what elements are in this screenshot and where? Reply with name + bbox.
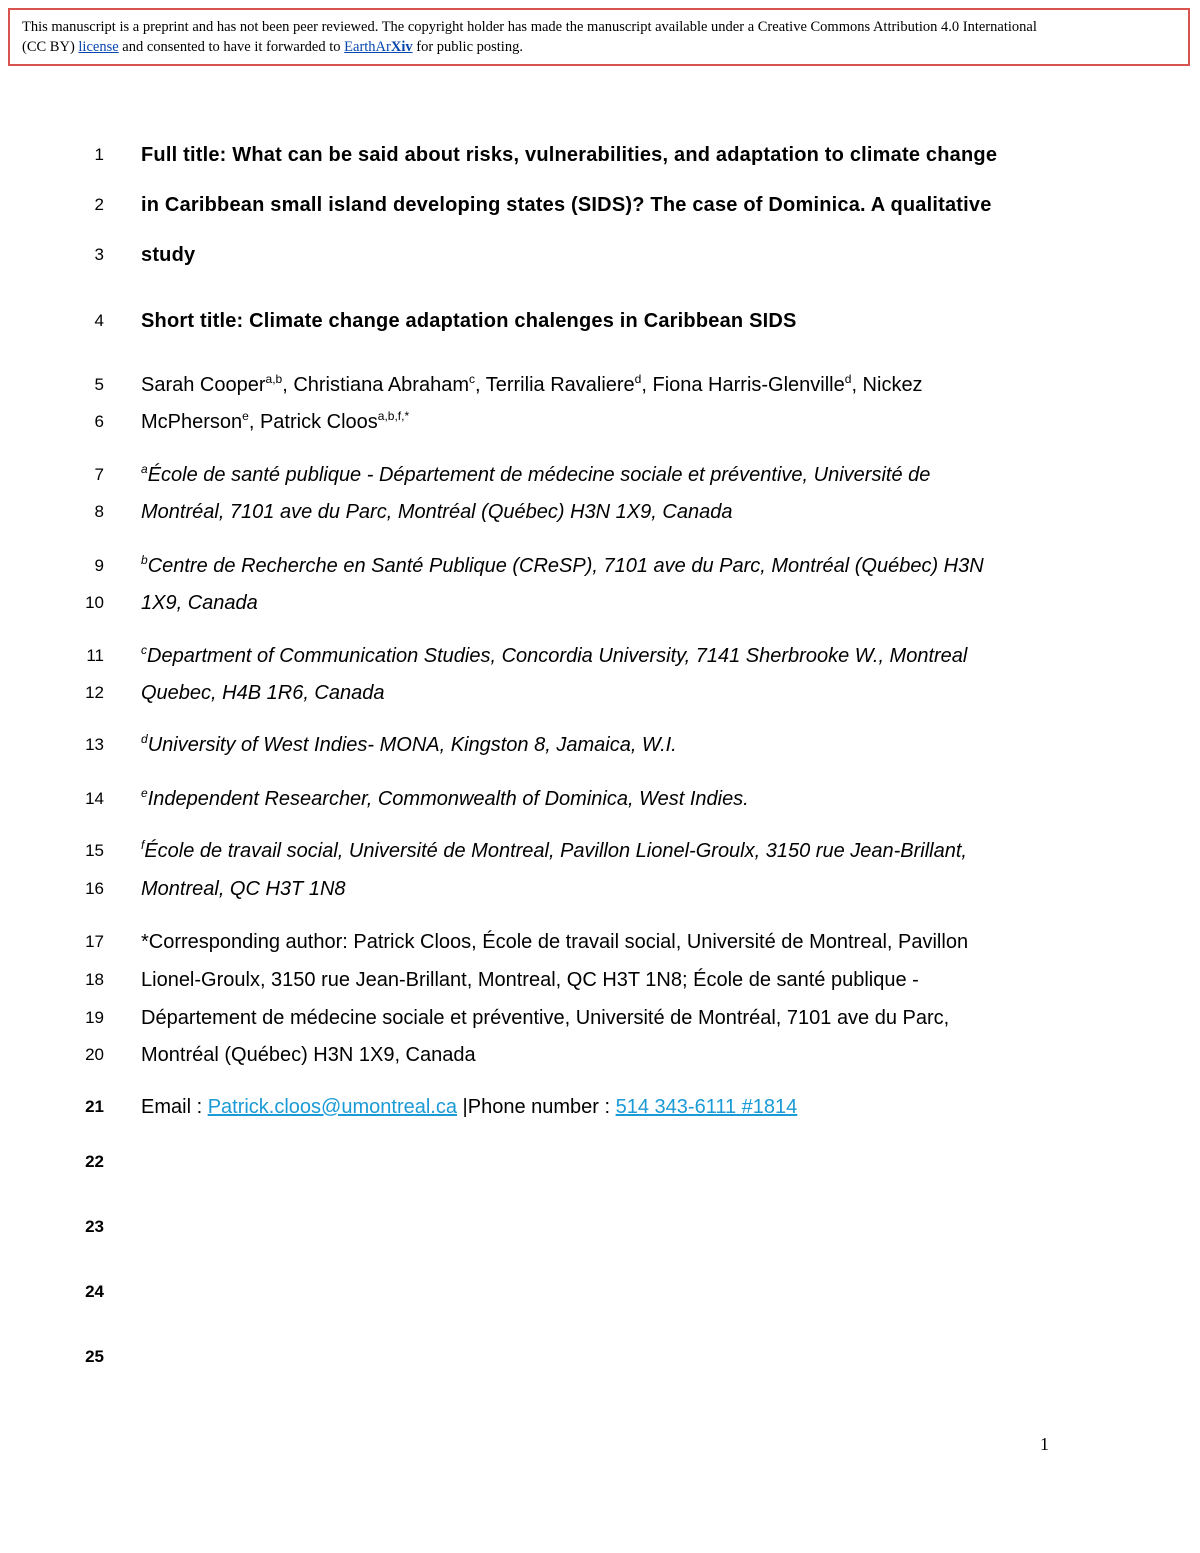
phone-link[interactable]: 514 343-6111 #1814	[615, 1096, 798, 1118]
short-title: Short title: Climate change adaptation chalenges in Caribbean SIDS	[141, 310, 797, 332]
email-link[interactable]: Patrick.cloos@umontreal.ca	[207, 1096, 457, 1118]
correspondence-line-1: *Corresponding author: Patrick Cloos, École de travail social, Université de Montreal, Pavillon	[141, 931, 969, 953]
line-number: 15	[85, 841, 104, 860]
author-list-line-1: Sarah Cooper$^{a,b}$, Christiana Abraham$^c$, Terrilia Ravaliere$^d$, Fiona Harris-Glenville$^d$, Nickez	[141, 372, 923, 396]
line-number: 23	[85, 1217, 104, 1236]
page-number: 1	[1040, 1434, 1049, 1454]
line-number: 17	[85, 932, 104, 951]
line-number: 22	[85, 1152, 104, 1171]
affiliation-d: $^d$University of West Indies- MONA, Kingston 8, Jamaica, W.I.	[141, 732, 677, 756]
line-number: 14	[85, 789, 104, 808]
preprint-notice	[8, 8, 1190, 66]
line-number: 12	[85, 683, 104, 702]
line-number: 19	[85, 1008, 104, 1027]
line-number: 2	[94, 195, 104, 214]
line-number: 8	[94, 502, 104, 521]
line-number: 9	[94, 556, 104, 575]
affiliation-f: $^f$École de travail social, Université de Montreal, Pavillon Lionel-Groulx, 3150 rue Jean-Brillant,	[141, 838, 967, 862]
line-number: 20	[85, 1045, 104, 1064]
correspondence-line-2: Lionel-Groulx, 3150 rue Jean-Brillant, Montreal, QC H3T 1N8; École de santé publique -	[141, 969, 919, 991]
line-number: 13	[85, 735, 104, 754]
line-number: 7	[94, 465, 104, 484]
line-number: 4	[94, 311, 104, 330]
line-number: 1	[94, 145, 104, 164]
line-number: 18	[85, 970, 104, 989]
affiliation-b: $^b$Centre de Recherche en Santé Publique (CReSP), 7101 ave du Parc, Montréal (Québec) H3N	[141, 553, 984, 577]
affiliation-a-cont: Montréal, 7101 ave du Parc, Montréal (Québec) H3N 1X9, Canada	[141, 501, 733, 523]
line-number: 24	[85, 1282, 104, 1301]
line-number: 5	[94, 375, 104, 394]
author-list-line-2: McPherson$^e$, Patrick Cloos$^{a,b,f,*}$	[141, 409, 410, 433]
notice-line-1: This manuscript is a preprint and has not been peer reviewed. The copyright holder has made the manuscript available under a Creative Commons Attribution 4.0 International	[22, 19, 1037, 35]
affiliation-a: $^a$École de santé publique - Département de médecine sociale et préventive, Université de	[141, 462, 931, 486]
license-link[interactable]: license	[78, 39, 119, 55]
affiliation-c: $^c$Department of Communication Studies, Concordia University, 7141 Sherbrooke W., Montreal	[141, 643, 968, 667]
affiliation-f-cont: Montreal, QC H3T 1N8	[141, 878, 346, 900]
correspondence-line-4: Montréal (Québec) H3N 1X9, Canada	[141, 1044, 476, 1066]
line-number: 6	[94, 412, 104, 431]
notice-line-2: (CC BY) license and consented to have it forwarded to EarthArXiv for public posting.	[22, 39, 523, 55]
affiliation-e: $^e$Independent Researcher, Commonwealth of Dominica, West Indies.	[141, 786, 749, 810]
line-number: 10	[85, 593, 104, 612]
full-title-line-2: in Caribbean small island developing states (SIDS)? The case of Dominica. A qualitative	[141, 194, 992, 216]
affiliation-c-cont: Quebec, H4B 1R6, Canada	[141, 682, 385, 704]
line-number: 3	[94, 245, 104, 264]
eartharxiv-link[interactable]: EarthArXiv	[344, 39, 413, 55]
correspondence-line-3: Département de médecine sociale et préventive, Université de Montréal, 7101 ave du Parc,	[141, 1007, 950, 1029]
affiliation-b-cont: 1X9, Canada	[141, 592, 258, 614]
line-number: 11	[86, 646, 104, 665]
contact-line: Email : Patrick.cloos@umontreal.ca |Phone number : 514 343-6111 #1814	[141, 1096, 798, 1118]
full-title-line-3: study	[141, 244, 196, 266]
line-number: 21	[85, 1097, 104, 1116]
full-title-line-1: Full title: What can be said about risks, vulnerabilities, and adaptation to climate change	[141, 144, 998, 166]
line-number: 16	[85, 879, 104, 898]
line-number: 25	[85, 1347, 104, 1366]
